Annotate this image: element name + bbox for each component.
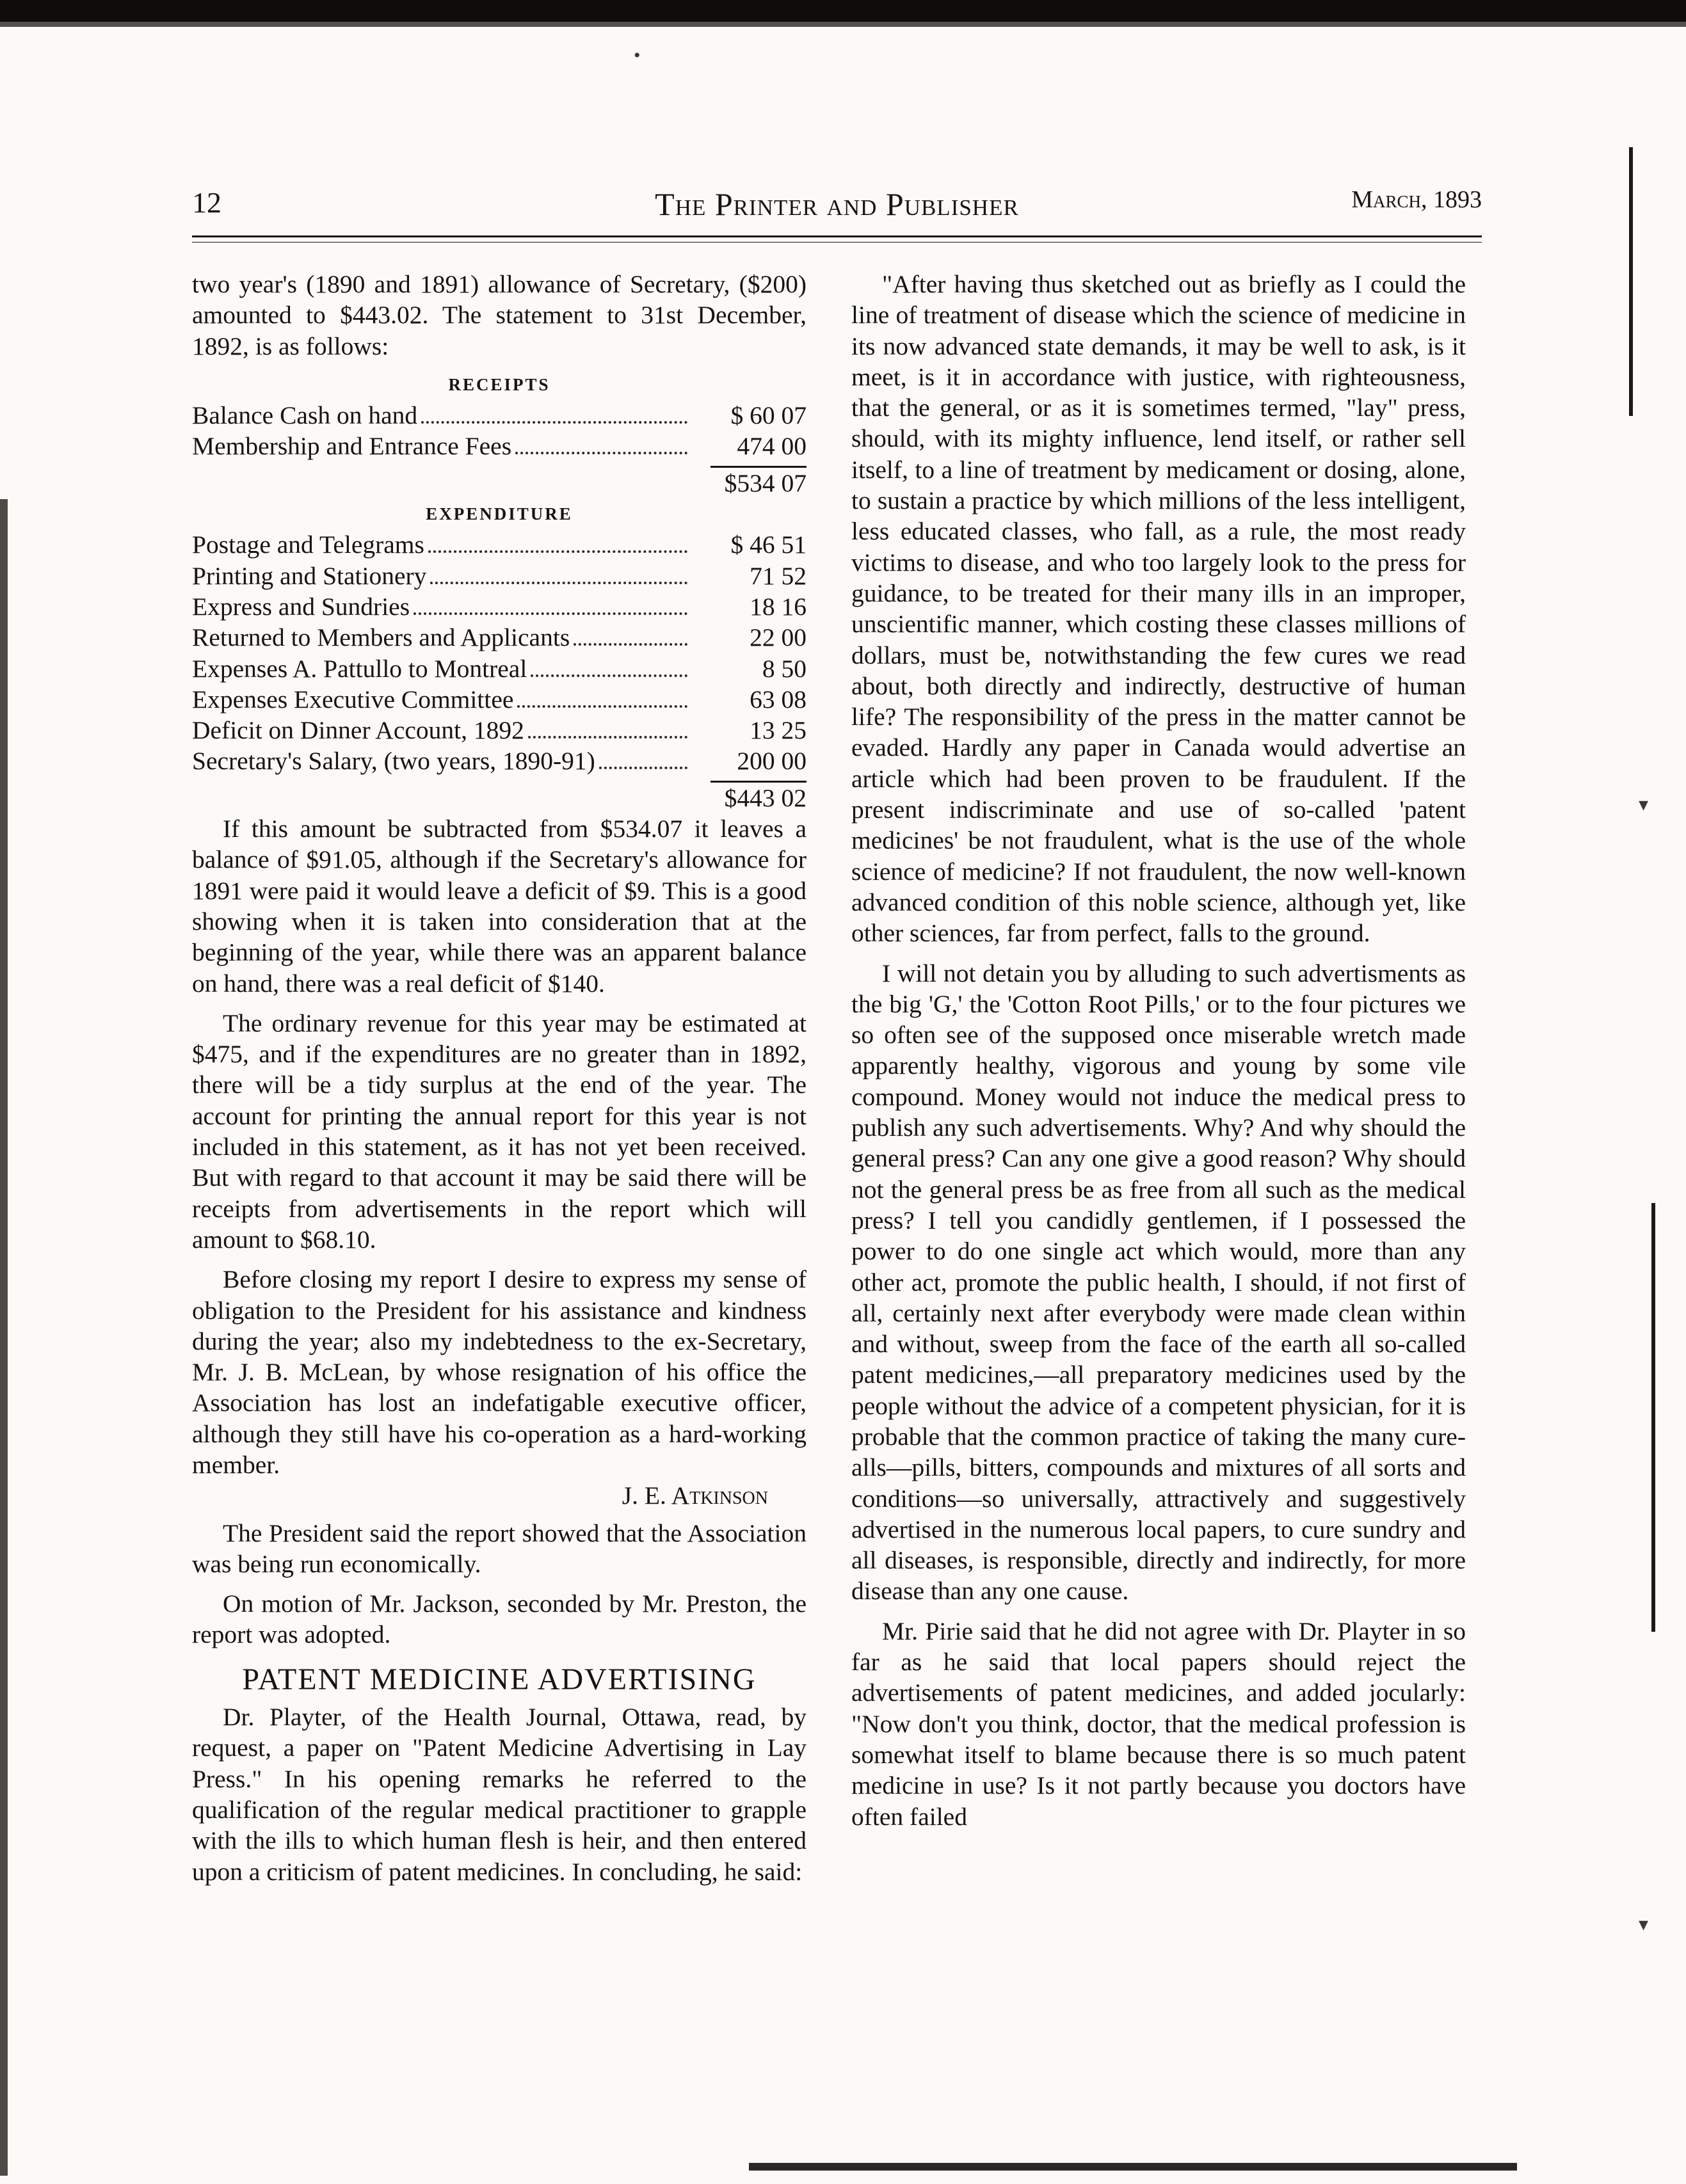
body-paragraph: If this amount be subtracted from $534.07 it leaves a balance of $91.05, although if the Secretary's allowance for 1891 were paid it would leave a deficit of $9. This is a good showing when it is taken into consideration that at the beginning of the year, while there was an apparent balance on hand, there was a real deficit of $140. (192, 815, 807, 998)
ledger-row (192, 529, 807, 560)
ledger-label: Returned to Members and Applicants (192, 623, 570, 652)
page-number: 12 (192, 186, 221, 219)
ledger-amount: $ 60 07 (730, 401, 807, 430)
leader-dots (517, 705, 687, 708)
ledger-amount: 8 50 (762, 654, 807, 683)
receipts-list (192, 400, 807, 462)
scan-speck: ▾ (1639, 794, 1649, 815)
ledger-row (192, 715, 807, 745)
ledger-label: Express and Sundries (192, 592, 410, 621)
leader-dots (515, 452, 687, 454)
expenditure-heading: EXPENDITURE (426, 504, 573, 524)
scan-speck: ▾ (1639, 1914, 1649, 1935)
expenditure-total: $443 02 (724, 783, 807, 812)
ledger-amount: 18 16 (750, 592, 807, 621)
ledger-label: Expenses A. Pattullo to Montreal (192, 654, 527, 683)
scan-left-edge (0, 499, 8, 2176)
ledger-amount: 13 25 (750, 716, 807, 745)
column-left (192, 269, 807, 1887)
scan-top-border (0, 0, 1686, 22)
leader-dots (428, 550, 687, 553)
scan-speck: • (634, 45, 641, 66)
issue-date: March, 1893 (1351, 186, 1482, 213)
ledger-amount: 71 52 (750, 561, 807, 590)
body-paragraph: The ordinary revenue for this year may be estimated at $475, and if the expenditures are no greater than in 1892, there will be a tidy surplus at the end of the year. The account for printing the annual report for this year is not included in this statement, as it has not yet been received. But with regard to that account it may be said there will be receipts from advertisements in the report which will amount to $68.10. (192, 1008, 807, 1254)
page-header (192, 186, 1482, 224)
leader-dots (413, 612, 687, 615)
body-paragraph: I will not detain you by alluding to such advertisments as the big 'G,' the 'Cotton Root Pills,' or to the four pictures we so often see of the supposed once miserable wretch made apparently healthy, vigorous and young by some vile compound. Money would not induce the medical press to publish any such advertisements. Why? And why should the general press? Can any one give a good reason? Why should not the general press be as free from all such as the medical press? I tell you candidly gentlemen, if I possessed the power to do one single act which would, more than any other act, promote the public health, I should, if not first of all, certainly next after everybody were made clean within and without, sweep from the face of the earth all so-called patent medicines,—all preparatory medicines used by the people without the advice of a competent physician, for it is probable that the common practice of taking the many cure-alls—pills, bitters, compounds and mixtures of all sorts and conditions—so universally, attractively and suggestively advertised in the numerous local papers, to cure sundry and all diseases, is responsible, directly and indirectly, for more disease than any one cause. (851, 959, 1466, 1606)
ledger-row (192, 684, 807, 715)
ledger-amount: 474 00 (737, 432, 807, 461)
ledger-amount: 200 00 (737, 747, 807, 776)
ledger-label: Membership and Entrance Fees (192, 432, 512, 461)
ledger-row (192, 431, 807, 461)
body-paragraph: The President said the report showed that the Association was being run economically. (192, 1518, 807, 1578)
column-right (851, 269, 1466, 1832)
header-rule-thin (192, 242, 1482, 243)
intro-paragraph: two year's (1890 and 1891) allowance of Secretary, ($200) amounted to $443.02. The statement to 31st December, 1892, is as follows: (192, 270, 807, 360)
ledger-label: Secretary's Salary, (two years, 1890-91) (192, 747, 595, 776)
ledger-label: Deficit on Dinner Account, 1892 (192, 716, 524, 745)
ledger-row (192, 745, 807, 776)
ledger-row (192, 653, 807, 684)
ledger-label: Expenses Executive Committee (192, 685, 514, 713)
leader-dots (430, 582, 687, 584)
leader-dots (421, 421, 687, 424)
receipts-total: $534 07 (724, 468, 807, 497)
body-paragraph: Before closing my report I desire to express my sense of obligation to the President for his assistance and kindness during the year; also my indebtedness to the ex-Secretary, Mr. J. B. McLean, by whose resignation of his office the Association has lost an indefatigable executive officer, although they still have his co-operation as a hard-working member. (192, 1265, 807, 1479)
section-title: PATENT MEDICINE ADVERTISING (242, 1662, 757, 1696)
header-rule (192, 235, 1482, 237)
leader-dots (599, 767, 687, 769)
ledger-amount: 22 00 (750, 623, 807, 652)
body-paragraph: On motion of Mr. Jackson, seconded by Mr. Preston, the report was adopted. (192, 1590, 807, 1649)
body-paragraph: "After having thus sketched out as briefly as I could the line of treatment of disease which the science of medicine in its now advanced state demands, it may be well to ask, is it meet, is it in accordance with justice, with righteousness, that the general, or as it is sometimes termed, "lay" press, should, with its mighty influence, lend itself, or rather sell itself, to a line of treatment by medicament or dosing, alone, to sustain a practice by which millions of the less intelligent, less educated classes, who fall, as a rule, the most ready victims to disease, and who too largely look to the press for guidance, to be treated for their many ills in an improper, unscientific manner, which costing these classes millions of dollars, must be, notwithstanding the few cures we read about, both directly and indirectly, destructive of human life? The responsibility of the press in the matter cannot be evaded. Hardly any paper in Canada would advertise an article which had been proven to be fraudulent. If the present indiscriminate and use of so-called 'patent medicines' be not fraudulent, what is the use of the whole science of medicine? If not fraudulent, the now well-known advanced condition of this noble science, although yet, like other sciences, far from perfect, falls to the ground. (851, 270, 1466, 948)
ledger-row (192, 400, 807, 431)
scan-bracket-right-top (1629, 147, 1633, 416)
leader-dots (574, 643, 687, 646)
ledger-label: Balance Cash on hand (192, 401, 418, 430)
ledger-row (192, 591, 807, 622)
ledger-row (192, 561, 807, 591)
signature: J. E. Atkinson (622, 1481, 768, 1510)
magazine-title: The Printer and Publisher (655, 186, 1019, 222)
body-paragraph: Dr. Playter, of the Health Journal, Ottawa, read, by request, a paper on "Patent Medicine Advertising in Lay Press." In his opening remarks he referred to the qualification of the regular medical practitioner to grapple with the ills to which human flesh is heir, and then entered upon a criticism of patent medicines. In concluding, he said: (192, 1703, 807, 1886)
scan-top-shadow (0, 22, 1686, 27)
leader-dots (528, 736, 687, 738)
ledger-label: Printing and Stationery (192, 561, 427, 590)
body-paragraph: Mr. Pirie said that he did not agree with Dr. Playter in so far as he said that local papers should reject the advertisements of patent medicines, and added jocularly: "Now don't you think, doctor, that the medical profession is somewhat itself to blame because there is so much patent medicine in use? Is it not partly because you doctors have often failed (851, 1616, 1466, 1831)
ledger-amount: 63 08 (750, 685, 807, 713)
expenditure-list (192, 529, 807, 776)
ledger-label: Postage and Telegrams (192, 530, 424, 559)
receipts-heading: RECEIPTS (448, 374, 550, 394)
scan-bottom-mark (749, 2163, 1517, 2171)
ledger-amount: $ 46 51 (730, 530, 807, 559)
leader-dots (531, 674, 687, 677)
ledger-row (192, 622, 807, 653)
scan-bracket-right-mid (1651, 1203, 1655, 1632)
